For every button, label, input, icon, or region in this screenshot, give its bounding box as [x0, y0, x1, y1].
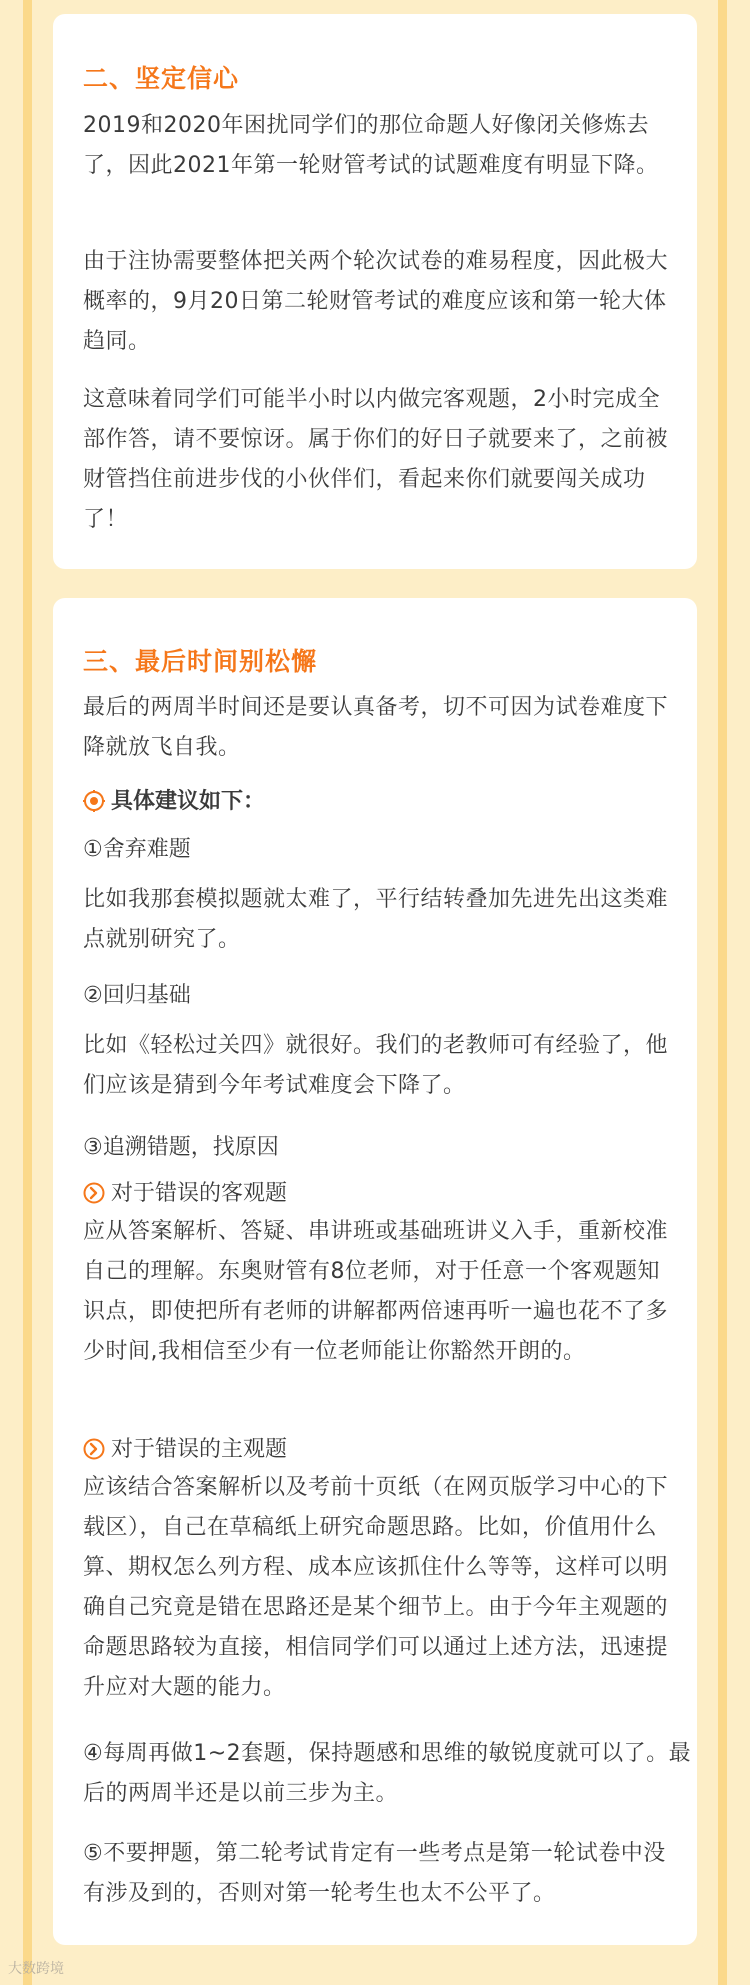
item-title: ①舍弃难题 — [83, 837, 191, 862]
left-stripe — [23, 0, 32, 1985]
right-stripe — [718, 0, 727, 1985]
item-title: ②回归基础 — [83, 983, 191, 1008]
subtopic-label: 对于错误的客观题 — [111, 1181, 288, 1206]
paragraph: 这意味着同学们可能半小时以内做完客观题，2小时完成全部作答，请不要惊讶。属于你们的好日子就要来了，之前被财管挡住前进步伐的小伙伴们，看起来你们就要闯关成功了！ — [83, 387, 669, 532]
paragraph: ④每周再做1~2套题，保持题感和思维的敏锐度就可以了。最后的两周半还是以前三步为主。 — [83, 1741, 692, 1806]
watermark: 大数跨境 — [8, 1961, 64, 1977]
paragraph: 由于注协需要整体把关两个轮次试卷的难易程度，因此极大概率的，9月20日第二轮财管考试的难度应该和第一轮大体趋同。 — [83, 249, 669, 354]
chevron-circle-icon — [83, 1438, 105, 1460]
advice-title — [83, 786, 265, 818]
subtopic-label: 对于错误的主观题 — [111, 1437, 288, 1462]
paragraph: 最后的两周半时间还是要认真备考，切不可因为试卷难度下降就放飞自我。 — [83, 695, 669, 760]
advice-title-label: 具体建议如下： — [111, 789, 266, 814]
item-title: ③追溯错题，找原因 — [83, 1135, 279, 1160]
paragraph: 应该结合答案解析以及考前十页纸（在网页版学习中心的下载区），自己在草稿纸上研究命题思路。比如，价值用什么算、期权怎么列方程、成本应该抓住什么等等，这样可以明确自己究竟是错在思路还是某个细节上。由于今年主观题的命题思路较为直接，相信同学们可以通过上述方法，迅速提升应对大题的能力。 — [83, 1475, 669, 1700]
subtopic-title — [83, 1178, 287, 1210]
section-card-confidence — [53, 14, 697, 569]
section-heading: 二、坚定信心 — [83, 64, 240, 93]
paragraph: ⑤不要押题，第二轮考试肯定有一些考点是第一轮试卷中没有涉及到的，否则对第一轮考生也太不公平了。 — [83, 1841, 666, 1906]
paragraph: 2019和2020年困扰同学们的那位命题人好像闭关修炼去了，因此2021年第一轮财管考试的试题难度有明显下降。 — [83, 113, 659, 178]
paragraph: 应从答案解析、答疑、串讲班或基础班讲义入手，重新校准自己的理解。东奥财管有8位老师，对于任意一个客观题知识点，即使把所有老师的讲解都两倍速再听一遍也花不了多少时间,我相信至少有一位老师能让你豁然开朗的。 — [83, 1219, 669, 1364]
section-card-final-time — [53, 598, 697, 1945]
paragraph: 比如《轻松过关四》就很好。我们的老教师可有经验了，他们应该是猜到今年考试难度会下降了。 — [83, 1033, 669, 1098]
paragraph: 比如我那套模拟题就太难了，平行结转叠加先进先出这类难点就别研究了。 — [83, 887, 669, 952]
section-heading: 三、最后时间别松懈 — [83, 647, 318, 676]
chevron-circle-icon — [83, 1182, 105, 1204]
subtopic-title — [83, 1434, 287, 1466]
target-icon — [83, 790, 105, 812]
